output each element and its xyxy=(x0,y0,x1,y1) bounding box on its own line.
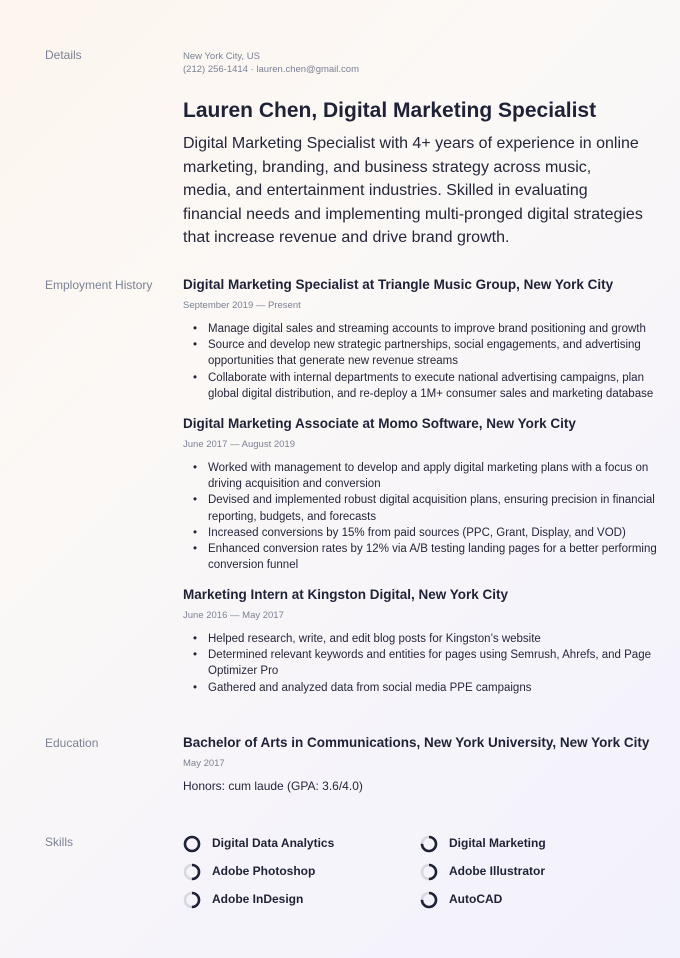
list-item: • Determined relevant keywords and entities for pages using Semrush, Ahrefs, and Page Optimizer Pro xyxy=(183,647,668,679)
list-item: • Enhanced conversion rates by 12% via A/B testing landing pages for a better performing conversion funnel xyxy=(183,541,668,573)
list-item: • Collaborate with internal departments to execute national advertising campaigns, plan global digital distribution, and re-deploy a 1M+ consumer sales and marketing database xyxy=(183,370,668,402)
skill-name: Digital Marketing xyxy=(449,836,546,850)
section-label-skills: Skills xyxy=(45,835,74,849)
job-dates: June 2016 — May 2017 xyxy=(183,610,284,621)
job-bullets xyxy=(183,321,668,402)
list-item: • Helped research, write, and edit blog posts for Kingston’s website xyxy=(183,631,668,647)
skill-name: Adobe Illustrator xyxy=(449,864,546,878)
skill-name: Adobe InDesign xyxy=(212,892,304,906)
job-bullets xyxy=(183,631,668,696)
section-label-details: Details xyxy=(45,48,82,62)
degree-date: May 2017 xyxy=(183,758,225,769)
list-item: • Source and develop new strategic partnerships, social engagements, and advertising opportunities that generate new revenue streams xyxy=(183,337,668,369)
skill-level-ring xyxy=(183,891,201,909)
list-item: • Gathered and analyzed data from social media PPE campaigns xyxy=(183,680,668,696)
skill-level-ring xyxy=(183,835,201,853)
skill-level-ring xyxy=(420,891,438,909)
job-title: Digital Marketing Specialist at Triangle Music Group, New York City xyxy=(183,277,614,292)
job-title: Marketing Intern at Kingston Digital, New York City xyxy=(183,587,509,602)
skill-level-ring xyxy=(183,863,201,881)
section-label-education: Education xyxy=(45,736,99,750)
list-item: • Devised and implemented robust digital acquisition plans, ensuring precision in financial reporting, budgets, and forecasts xyxy=(183,492,668,524)
page-title: Lauren Chen, Digital Marketing Specialist xyxy=(183,99,597,122)
list-item: • Worked with management to develop and apply digital marketing plans with a focus on driving acquisition and conversion xyxy=(183,460,668,492)
contact-line: (212) 256-1414 · lauren.chen@gmail.com xyxy=(183,64,359,75)
skill-level-ring xyxy=(420,863,438,881)
job-dates: June 2017 — August 2019 xyxy=(183,439,295,450)
job-bullets xyxy=(183,460,668,573)
job-dates: September 2019 — Present xyxy=(183,300,301,311)
list-item: • Manage digital sales and streaming accounts to improve brand positioning and growth xyxy=(183,321,668,337)
skill-name: AutoCAD xyxy=(449,892,503,906)
skill-level-ring xyxy=(420,835,438,853)
list-item: • Increased conversions by 15% from paid sources (PPC, Grant, Display, and VOD) xyxy=(183,525,668,541)
job-title: Digital Marketing Associate at Momo Software, New York City xyxy=(183,416,576,431)
honors: Honors: cum laude (GPA: 3.6/4.0) xyxy=(183,779,363,793)
location: New York City, US xyxy=(183,51,260,62)
section-label-employment: Employment History xyxy=(45,278,153,292)
professional-summary: Digital Marketing Specialist with 4+ years of experience in online marketing, branding, and business strategy across music, media, and entertainment industries. Skilled in evaluating financial needs and implementing multi-pronged digital strategies that increase revenue and drive brand growth. xyxy=(183,135,643,246)
skill-name: Digital Data Analytics xyxy=(212,836,335,850)
degree-title: Bachelor of Arts in Communications, New York University, New York City xyxy=(183,735,650,750)
skill-name: Adobe Photoshop xyxy=(212,864,316,878)
